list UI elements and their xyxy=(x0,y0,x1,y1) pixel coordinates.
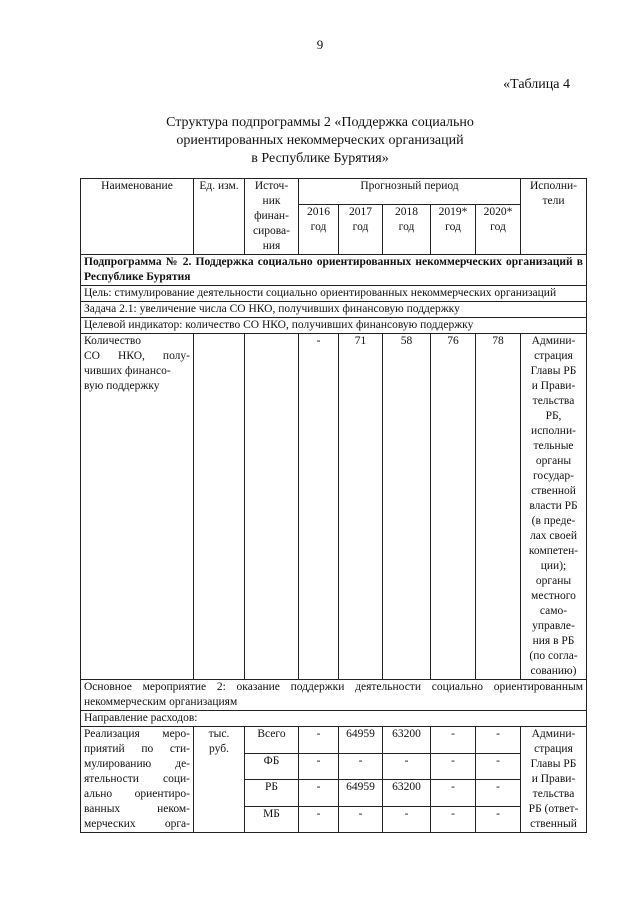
text-line: мулированию де- xyxy=(84,758,190,770)
indicator-value-2017: 71 xyxy=(339,334,383,680)
text-line: страция xyxy=(534,350,573,362)
text-line: лах своей xyxy=(529,530,578,542)
expense-value: - xyxy=(431,780,476,807)
text-line: финан- xyxy=(254,210,289,222)
main-event-row: Основное мероприятие 2: оказание поддержки деятельности социально ориентированным некоммерческим организациям xyxy=(81,680,587,711)
text-line: Главы РБ xyxy=(530,758,577,770)
header-executors xyxy=(521,179,587,255)
document-title xyxy=(0,114,640,168)
text-line: тельные xyxy=(533,440,574,452)
text-line: ятельности соци- xyxy=(84,773,190,785)
text-line: Исполни- xyxy=(529,180,578,192)
text-line: органы xyxy=(535,455,572,467)
text-line: ния в РБ xyxy=(532,635,575,647)
text-line: тели xyxy=(542,195,565,207)
expense-direction-row: Направление расходов: xyxy=(81,711,587,727)
header-year-2018 xyxy=(383,204,431,254)
text-line: ственный xyxy=(530,818,577,830)
text-line: год xyxy=(310,220,327,233)
expense-value: 64959 xyxy=(339,727,383,754)
header-year-2017 xyxy=(339,204,383,254)
text-line: тельства xyxy=(532,395,575,407)
expense-value: - xyxy=(299,806,339,833)
text-line: ванных неком- xyxy=(84,803,190,815)
text-line: 2016 xyxy=(307,205,330,218)
text-line: сирова- xyxy=(253,225,290,237)
header-source xyxy=(245,179,299,255)
text-line: год xyxy=(352,220,369,233)
table-number: «Таблица 4 xyxy=(503,77,570,92)
text-line: Количество xyxy=(84,335,141,347)
header-forecast: Прогнозный период xyxy=(299,179,521,205)
text-line: исполни- xyxy=(531,425,576,437)
text-line: Админи- xyxy=(531,335,576,347)
header-unit: Ед. изм. xyxy=(194,179,245,255)
text-line: мерческих орга- xyxy=(84,818,190,830)
indicator-row: Целевой индикатор: количество СО НКО, получивших финансовую поддержку xyxy=(81,318,587,334)
subprogram-row: Подпрограмма № 2. Поддержка социально ориентированных некоммерческих организаций в Республике Бурятия xyxy=(81,255,587,286)
indicator-executors xyxy=(521,334,587,680)
expense-source: Всего xyxy=(245,727,299,754)
text-line: Реализация меро- xyxy=(84,728,190,740)
expense-value: - xyxy=(299,780,339,807)
text-line: РБ, xyxy=(545,410,562,422)
text-line: РБ (ответ- xyxy=(528,803,579,815)
text-line: компетен- xyxy=(528,545,579,557)
text-line: ник xyxy=(262,195,281,207)
expense-name xyxy=(81,727,194,833)
text-line: вую поддержку xyxy=(84,380,160,392)
text-line: власти РБ xyxy=(529,500,578,512)
page-number: 9 xyxy=(316,37,324,52)
text-line: чивших финансо- xyxy=(84,365,171,377)
expense-value: - xyxy=(339,753,383,780)
text-line: руб. xyxy=(209,743,229,755)
expense-value: - xyxy=(431,753,476,780)
expense-unit xyxy=(194,727,245,833)
expense-value: - xyxy=(431,806,476,833)
expense-executors xyxy=(521,727,587,833)
subprogram-structure-table xyxy=(80,178,587,833)
indicator-data-row xyxy=(81,334,587,680)
expense-value: - xyxy=(476,753,521,780)
text-line: (в преде- xyxy=(531,515,576,527)
text-line: и Прави- xyxy=(531,773,576,785)
text-line: год xyxy=(445,220,461,233)
text-line: сованию) xyxy=(530,665,577,677)
text-line: год xyxy=(490,220,506,233)
expense-value: 63200 xyxy=(383,727,431,754)
expense-value: - xyxy=(476,806,521,833)
text-line: само- xyxy=(539,605,568,617)
text-line: ции); xyxy=(540,560,567,572)
indicator-value-2020: 78 xyxy=(476,334,521,680)
header-year-2020 xyxy=(476,204,521,254)
text-line: тыс. xyxy=(208,728,230,740)
expense-value: - xyxy=(476,727,521,754)
title-line: ориентированных некоммерческих организаций xyxy=(176,133,464,148)
text-line: местного xyxy=(531,590,576,602)
text-line: СО НКО, полу- xyxy=(84,350,190,362)
indicator-unit xyxy=(194,334,245,680)
indicator-value-2016: - xyxy=(299,334,339,680)
task-row: Задача 2.1: увеличение числа СО НКО, получивших финансовую поддержку xyxy=(81,302,587,318)
indicator-value-2018: 58 xyxy=(383,334,431,680)
title-line: в Республике Бурятия» xyxy=(251,151,389,166)
goal-row: Цель: стимулирование деятельности социально ориентированных некоммерческих организаций xyxy=(81,286,587,302)
expense-value: - xyxy=(299,753,339,780)
expense-value: - xyxy=(339,806,383,833)
text-line: приятий по сти- xyxy=(84,743,190,755)
expense-value: 64959 xyxy=(339,780,383,807)
header-year-2019 xyxy=(431,204,476,254)
text-line: тельства xyxy=(532,788,575,800)
text-line: (по согла- xyxy=(529,650,578,662)
text-line: органы xyxy=(535,575,572,587)
text-line: год xyxy=(398,220,415,233)
indicator-name xyxy=(81,334,194,680)
header-year-2016 xyxy=(299,204,339,254)
text-line: 2018 xyxy=(395,205,418,218)
text-line: Источ- xyxy=(254,180,289,192)
expense-value: - xyxy=(299,727,339,754)
expense-value: - xyxy=(383,753,431,780)
indicator-source xyxy=(245,334,299,680)
text-line: 2020* xyxy=(483,205,513,218)
text-line: 2019* xyxy=(438,205,468,218)
text-line: ально ориентиро- xyxy=(84,788,190,800)
text-line: государ- xyxy=(533,470,574,482)
text-line: и Прави- xyxy=(531,380,576,392)
expense-row-total xyxy=(81,727,587,754)
expense-value: - xyxy=(476,780,521,807)
text-line: ния xyxy=(262,240,281,252)
expense-source: РБ xyxy=(245,780,299,807)
text-line: страция xyxy=(534,743,573,755)
text-line: управле- xyxy=(532,620,575,632)
expense-value: - xyxy=(431,727,476,754)
indicator-value-2019: 76 xyxy=(431,334,476,680)
title-line: Структура подпрограммы 2 «Поддержка социально xyxy=(166,115,474,130)
expense-value: 63200 xyxy=(383,780,431,807)
text-line: 2017 xyxy=(349,205,372,218)
expense-value: - xyxy=(383,806,431,833)
text-line: Админи- xyxy=(531,728,576,740)
text-line: ственной xyxy=(531,485,576,497)
text-line: Главы РБ xyxy=(530,365,577,377)
expense-source: ФБ xyxy=(245,753,299,780)
header-name: Наименование xyxy=(81,179,194,255)
expense-source: МБ xyxy=(245,806,299,833)
